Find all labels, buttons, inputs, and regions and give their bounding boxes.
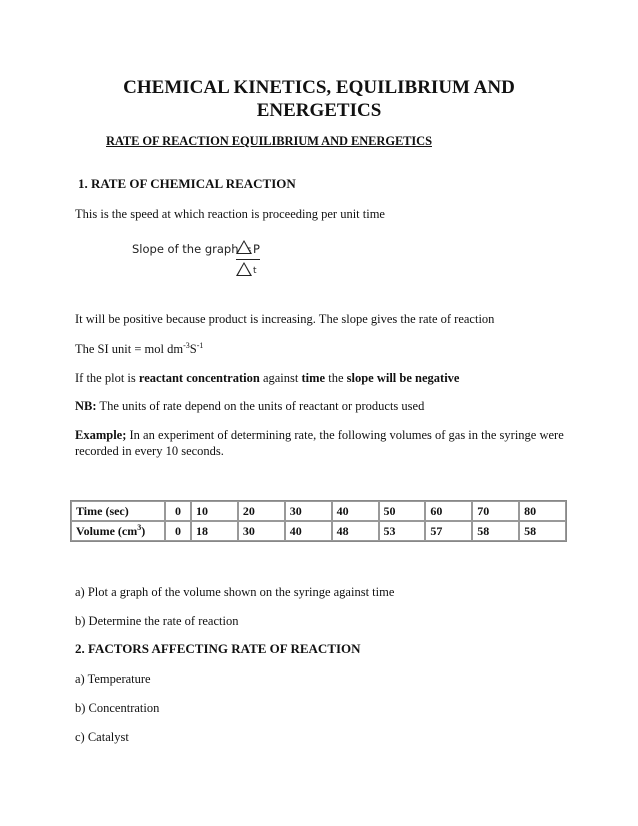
si-unit-s: S: [189, 342, 197, 356]
table-cell: 80: [519, 501, 566, 521]
nb-label: NB:: [75, 399, 97, 413]
example-label: Example;: [75, 428, 127, 442]
page-title: [80, 76, 558, 122]
plot-bold: reactant concentration: [138, 371, 260, 385]
section-1-heading: 1. RATE OF CHEMICAL REACTION: [78, 176, 296, 191]
fraction-bar: [236, 259, 260, 260]
slope-fraction: [236, 240, 286, 280]
factor-item: c) Catalyst: [75, 730, 129, 744]
nb-note: [75, 398, 424, 414]
table-cell: 50: [379, 501, 426, 521]
table-cell: 53: [379, 521, 426, 541]
table-cell: 30: [285, 501, 332, 521]
positive-slope-text: It will be positive because product is increasing. The slope gives the rate of reaction: [75, 312, 495, 326]
plot-text: the: [325, 371, 347, 385]
plot-text: If the plot is: [75, 371, 139, 385]
title-line-1: CHEMICAL KINETICS, EQUILIBRIUM AND: [123, 77, 515, 98]
si-exp-1: -3: [183, 340, 190, 350]
example-paragraph: [75, 427, 565, 459]
section-2-heading: 2. FACTORS AFFECTING RATE OF REACTION: [75, 641, 361, 656]
table-cell: 58: [472, 521, 519, 541]
delta-icon: [236, 240, 252, 254]
table-header-time: Time (sec): [71, 501, 165, 521]
si-unit-prefix: The SI unit = mol dm: [75, 342, 184, 356]
plot-bold: slope will be negative: [346, 371, 460, 385]
slope-denominator: t: [253, 266, 257, 276]
question-b: b) Determine the rate of reaction: [75, 614, 239, 628]
table-row-time: [71, 501, 566, 521]
plot-bold: time: [301, 371, 326, 385]
delta-icon: [236, 262, 252, 276]
table-cell: 0: [165, 521, 191, 541]
volume-label: Volume (cm: [76, 523, 138, 538]
volume-exp: 3: [137, 522, 142, 532]
table-cell: 40: [285, 521, 332, 541]
table-header-volume: [71, 521, 165, 541]
example-text: In an experiment of determining rate, the following volumes of gas in the syringe were recorded in every 10 seconds.: [75, 428, 564, 458]
factor-item: a) Temperature: [75, 672, 151, 686]
table-cell: 0: [165, 501, 191, 521]
table-cell: 48: [332, 521, 379, 541]
table-cell: 58: [519, 521, 566, 541]
plot-text: against: [259, 371, 302, 385]
section-1-intro: This is the speed at which reaction is proceeding per unit time: [75, 207, 385, 221]
slope-numerator: P: [253, 242, 260, 256]
page-subtitle: RATE OF REACTION EQUILIBRIUM AND ENERGETICS: [106, 134, 432, 148]
volume-label-end: ): [141, 523, 146, 538]
table-cell: 20: [238, 501, 285, 521]
table-cell: 70: [472, 501, 519, 521]
table-cell: 10: [191, 501, 238, 521]
plot-statement: [75, 370, 459, 386]
si-unit-text: [75, 341, 203, 357]
nb-text: The units of rate depend on the units of reactant or products used: [96, 399, 425, 413]
table-cell: 57: [425, 521, 472, 541]
slope-formula: [132, 240, 292, 280]
factor-item: b) Concentration: [75, 701, 160, 715]
table-cell: 60: [425, 501, 472, 521]
si-exp-2: -1: [196, 340, 204, 350]
table-cell: 40: [332, 501, 379, 521]
data-table: [70, 500, 567, 542]
table-row-volume: [71, 521, 566, 541]
title-line-2: ENERGETICS: [256, 100, 382, 121]
slope-label: Slope of the graph =: [132, 242, 252, 256]
question-a: a) Plot a graph of the volume shown on the syringe against time: [75, 585, 395, 599]
table-cell: 18: [191, 521, 238, 541]
table-cell: 30: [238, 521, 285, 541]
